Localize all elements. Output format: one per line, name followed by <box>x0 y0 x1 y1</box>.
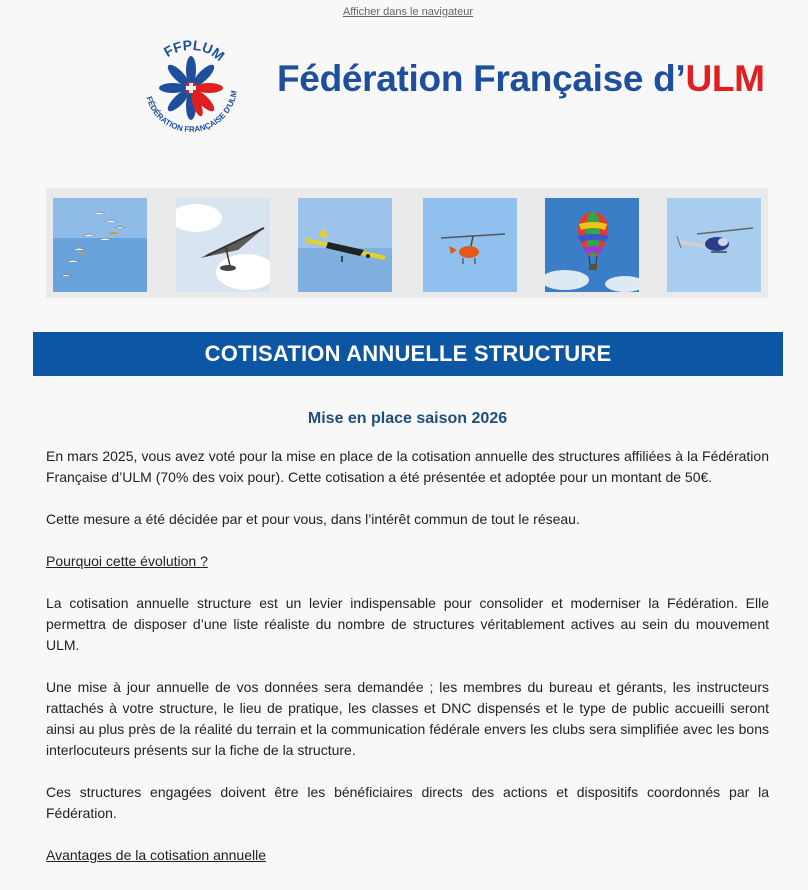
heading-advantages: Avantages de la cotisation annuelle <box>46 847 267 863</box>
federation-title-main: Fédération Française d’ <box>277 58 686 99</box>
article-content <box>46 410 769 887</box>
section-banner: COTISATION ANNUELLE STRUCTURE <box>33 332 783 376</box>
hot-air-balloon-photo <box>545 198 639 292</box>
photo-strip <box>46 188 768 298</box>
heading-why: Pourquoi cette évolution ? <box>46 553 208 569</box>
article-subtitle: Mise en place saison 2026 <box>307 410 508 427</box>
helicopter-photo <box>667 198 761 292</box>
ffplum-logo <box>133 38 249 138</box>
hang-glider-photo <box>176 198 270 292</box>
paragraph-beneficiaries: Ces structures engagées doivent être les bénéficiaires directs des actions et dispositifs coordonnés par la Fédération. <box>46 784 769 821</box>
paragraph-lever: La cotisation annuelle structure est un levier indispensable pour consolider et moderniser la Fédération. Elle permettra de disposer d’une liste réaliste du nombre de structures véritablement actives au sein du mouvement ULM. <box>46 595 769 653</box>
gyrocopter-photo <box>423 198 517 292</box>
header <box>133 38 765 138</box>
view-in-browser-link[interactable]: Afficher dans le navigateur <box>342 6 474 18</box>
airplane-photo <box>298 198 392 292</box>
federation-title-ulm: ULM <box>685 58 765 99</box>
paragliders-photo <box>53 198 147 292</box>
paragraph-common-interest: Cette mesure a été décidée par et pour vous, dans l’intérêt commun de tout le réseau. <box>46 511 580 527</box>
logo-arc-top-text: FFPLUM <box>160 38 228 65</box>
logo-arc-bottom-text: FÉDÉRATION FRANÇAISE D'ULM <box>144 89 239 135</box>
federation-title <box>277 58 765 100</box>
paragraph-vote: En mars 2025, vous avez voté pour la mise en place de la cotisation annuelle des structures affiliées à la Fédération Française d’ULM (70% des voix pour). Cette cotisation a été présentée et adoptée pour un montant de 50€. <box>46 448 769 485</box>
paragraph-update: Une mise à jour annuelle de vos données sera demandée ; les membres du bureau et gérants, les instructeurs rattachés à votre structure, le lieu de pratique, les classes et DNC dispensés et le type de public accueilli seront ainsi au plus près de la réalité du terrain et la communication fédérale envers les clubs sera simplifiée avec les bons interlocuteurs présents sur la fiche de la structure. <box>46 679 769 758</box>
